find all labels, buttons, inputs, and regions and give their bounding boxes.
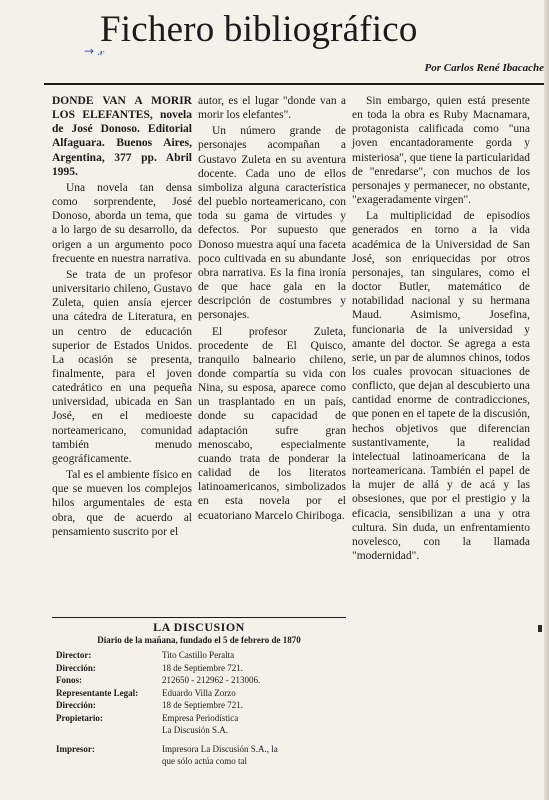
masthead-rule (52, 617, 346, 618)
masthead-value: 18 de Septiembre 721. (162, 662, 243, 673)
paragraph: Una novela tan densa como sorprendente, José Donoso, aborda un tema, que a lo largo de su desarrollo, da origen a un argumento poco frecuente en nuestra narrativa. (52, 181, 192, 265)
masthead-value: que sólo actúa como tal (162, 756, 247, 766)
masthead-key: Propietario: (56, 712, 103, 723)
article-column-1 (52, 94, 192, 541)
masthead-value: Empresa Periodística (162, 712, 239, 723)
paragraph: autor, es el lugar "donde van a morir los elefantes". (198, 95, 346, 122)
handwritten-mark: → 𝓍 (84, 44, 104, 58)
masthead-details (56, 649, 346, 768)
masthead-key (56, 724, 162, 737)
paragraph: Sin embargo, quien está presente en toda la obra es Ruby Macnamara, protagonista calificada como "una joven encantadoramente gorda y misteriosa", que tiene la particularidad de "enredarse", con muchos de los personajes y permanecer, no obstante, "exageradamente virgen". (352, 95, 530, 207)
masthead-key: Dirección: (56, 662, 96, 673)
scan-edge-shadow (544, 0, 549, 800)
masthead-row (56, 699, 346, 712)
masthead-value: 18 de Septiembre 721. (162, 700, 243, 710)
masthead-row (56, 724, 346, 737)
masthead-row (56, 687, 346, 700)
masthead-key (56, 755, 162, 768)
masthead-key: Fonos: (56, 675, 83, 685)
article-column-3 (352, 94, 530, 565)
paragraph: El profesor Zuleta, procedente de El Quisco, tranquilo balneario chileno, donde compartía su vida con Nina, su esposa, aparece como un trasplantado en un país, donde su capacidad de adaptación sufre gran menoscabo, especialmente cuando trata de ponderar la calidad de los literatos latinoamericanos, simbolizados en esta novela por el ecuatoriano Marcelo Chiriboga. (198, 325, 346, 522)
masthead-row (56, 674, 346, 687)
masthead-key: Director: (56, 650, 92, 660)
masthead-value: 212650 - 212962 - 213006. (162, 675, 261, 685)
masthead-row (56, 662, 346, 675)
paragraph: Un número grande de personajes acompañan a Gustavo Zuleta en su aventura docente. Cada uno de ellos simboliza alguna característica del pueblo norteamericano, con toda su gama de virtudes y defectos. Por supuesto que Donoso muestra aquí una faceta poco cultivada en su abundante obra narrativa. Es la fina ironía de que hace gala en la descripción de costumbres y personajes. (198, 125, 346, 322)
masthead-row (56, 649, 346, 662)
masthead-row (56, 712, 346, 725)
article-title: Fichero bibliográfico (100, 9, 418, 50)
masthead-key: Dirección: (56, 700, 96, 710)
paragraph: La multiplicidad de episodios generados en torno a la vida académica de la Universidad de San José, son enriquecidas por otros personajes, tan singulares, como el doctor Butler, matemático de notabilidad nacional y su hermana Maud. Asimismo, Josefina, funcionaria de la universidad y amante del doctor. Se agrega a esta serie, un par de alumnos chinos, todos los cuales provocan situaciones de conflicto, que dejan al descubierto una cantidad enorme de contradicciones, que ponen en el tapete de la discusión, hechos objetivos que diferencian sustantivamente, la realidad intelectual latinoamericana de la norteamericana. También el papel de la mujer de allá y de acá y las obsesiones, que por el prestigio y la eficacia, sensibilizan a una y otra cultura. Sin duda, un enfrentamiento novelesco, con la llamada "modernidad". (352, 210, 530, 562)
masthead-value: Impresora La Discusión S.A., la (162, 743, 278, 754)
paragraph: Tal es el ambiente físico en que se mueven los complejos hilos argumentales de esta obra, que de acuerdo al pensamiento suscrito por el (52, 469, 192, 538)
masthead-value: La Discusión S.A. (162, 725, 228, 735)
masthead-key: Impresor: (56, 743, 95, 754)
article-byline: Por Carlos René Ibacache (424, 62, 544, 74)
article-column-2 (198, 94, 346, 525)
paragraph: Se trata de un profesor universitario chileno, Gustavo Zuleta, quien ansía ejercer una cátedra de Literatura, en un centro de educación superior de Estados Unidos. La ocasión se presenta, finalmente, para el joven catedrático en una pequeña universidad, ubicada en San José, en el medioeste norteamericano, comunidad también menudo geográficamente. (52, 268, 192, 465)
masthead-row (56, 743, 346, 756)
masthead-value: Tito Castillo Peralta (162, 650, 235, 660)
masthead-row (56, 755, 346, 768)
scan-speck (538, 625, 542, 632)
title-rule (44, 83, 544, 85)
masthead-subtitle: Diario de la mañana, fundado el 5 de febrero de 1870 (97, 635, 301, 645)
masthead-title: LA DISCUSION (153, 620, 245, 634)
bibliographic-reference: DONDE VAN A MORIR LOS ELEFANTES, novela de José Donoso. Editorial Alfaguara. Buenos Aires, Argentina, 377 pp. Abril 1995. (52, 95, 192, 178)
masthead-key: Representante Legal: (56, 687, 139, 698)
masthead-value: Eduardo Villa Zorzo (162, 687, 236, 698)
